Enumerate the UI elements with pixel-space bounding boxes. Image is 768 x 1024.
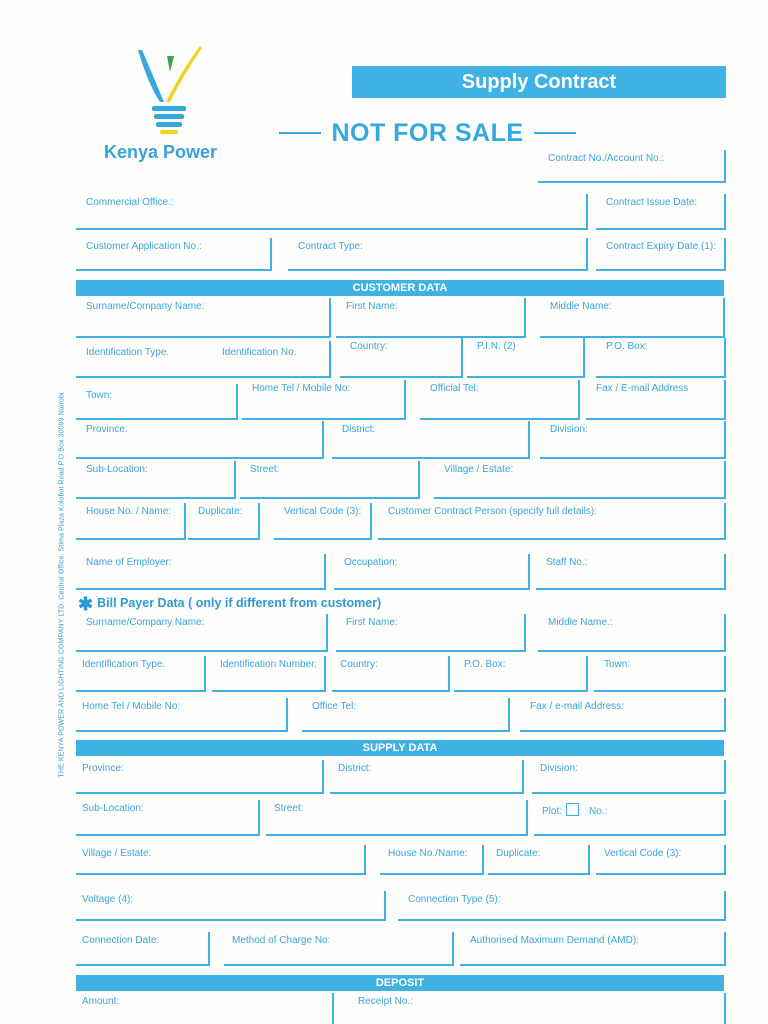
amd-field[interactable]: Authorised Maximum Demand (AMD): [460, 932, 726, 966]
pin-field[interactable]: P.I.N. (2) [467, 338, 585, 378]
middle-name-field[interactable]: Middle Name: [540, 298, 725, 338]
bp-country-field[interactable]: Country: [332, 656, 450, 692]
bp-id-type-field[interactable]: Identification Type. [76, 656, 206, 692]
supply-duplicate-field[interactable]: Duplicate: [488, 845, 590, 875]
street-field[interactable]: Street: [240, 461, 420, 499]
bp-first-name-field[interactable]: First Name: [336, 614, 526, 652]
supply-data-header: SUPPLY DATA [76, 740, 724, 756]
official-tel-field[interactable]: Official Tel: [420, 380, 580, 420]
contact-person-field[interactable]: Customer Contract Person (specify full details): [378, 503, 726, 540]
plot-label: Plot: [542, 806, 563, 817]
bp-po-box-field[interactable]: P.O. Box: [454, 656, 588, 692]
country-field[interactable]: Country: [340, 338, 463, 378]
contract-no-field[interactable]: Contract No./Account No.: [538, 150, 726, 183]
bp-home-tel-field[interactable]: Home Tel / Mobile No: [76, 698, 288, 732]
deposit-amount-field[interactable]: Amount: [76, 993, 334, 1024]
connection-date-field[interactable]: Connection Date: [76, 932, 210, 966]
connection-type-field[interactable]: Connection Type (5): [398, 891, 726, 921]
home-tel-field[interactable]: Home Tel / Mobile No: [242, 380, 406, 420]
customer-application-no-field[interactable]: Customer Application No.: [76, 238, 272, 271]
staff-no-field[interactable]: Staff No.: [536, 554, 726, 590]
duplicate-field[interactable]: Duplicate: [188, 503, 260, 540]
surname-field[interactable]: Surname/Company Name: [76, 298, 331, 338]
employer-field[interactable]: Name of Employer: [76, 554, 326, 590]
bill-payer-heading [78, 594, 381, 615]
po-box-field[interactable]: P.O. Box: [596, 338, 726, 378]
not-for-sale-text: NOT FOR SALE [331, 118, 524, 147]
voltage-field[interactable]: Voltage (4): [76, 891, 386, 921]
supply-village-field[interactable]: Village / Estate: [76, 845, 366, 875]
bp-id-number-field[interactable]: Identification Number. [212, 656, 326, 692]
brand-name: Kenya Power [104, 142, 218, 162]
supply-province-field[interactable]: Province: [76, 760, 324, 794]
id-type-field[interactable] [76, 341, 331, 378]
id-type-label: Identification Type. [86, 347, 170, 358]
supply-district-field[interactable]: District: [330, 760, 524, 794]
occupation-field[interactable]: Occupation: [334, 554, 530, 590]
village-field[interactable]: Village / Estate: [434, 461, 726, 499]
bp-town-field[interactable]: Town: [594, 656, 726, 692]
bp-surname-field[interactable]: Surname/Company Name: [76, 614, 328, 652]
supply-division-field[interactable]: Division: [532, 760, 726, 794]
supply-plot-field[interactable] [534, 800, 726, 836]
customer-data-header: CUSTOMER DATA [76, 280, 724, 296]
supply-sub-location-field[interactable]: Sub-Location: [76, 800, 260, 836]
province-field[interactable]: Province: [76, 421, 324, 459]
fax-email-field[interactable]: Fax / E-mail Address [586, 380, 726, 420]
contract-issue-date-field[interactable]: Contract Issue Date: [596, 194, 726, 230]
deposit-header: DEPOSIT [76, 975, 724, 991]
commercial-office-field[interactable]: Commercial Office.: [76, 194, 588, 230]
dash-right [534, 132, 576, 134]
supply-vertical-code-field[interactable]: Vertical Code (3): [596, 845, 726, 875]
division-field[interactable]: Division: [540, 421, 726, 459]
bp-middle-name-field[interactable]: Middle Name.: [538, 614, 726, 652]
first-name-field[interactable]: First Name: [336, 298, 526, 338]
plot-checkbox[interactable] [566, 803, 579, 816]
id-no-label: Identification No. [221, 347, 297, 358]
sidebar-address-text: THE KENYA POWER AND LIGHTING COMPANY LTD. Central Office, Stima Plaza Kolobot Road P.O.Box 30099 Nairobi [58, 392, 66, 778]
vertical-code-field[interactable]: Vertical Code (3): [274, 503, 372, 540]
bill-payer-heading-text: Bill Payer Data ( only if different from customer) [97, 596, 382, 610]
bp-office-tel-field[interactable]: Office Tel: [302, 698, 510, 732]
not-for-sale-stamp [255, 116, 600, 150]
district-field[interactable]: District: [332, 421, 530, 459]
house-no-field[interactable]: House No. / Name: [76, 503, 186, 540]
bp-fax-email-field[interactable]: Fax / e-mail Address: [520, 698, 726, 732]
receipt-no-field[interactable]: Receipt No.: [348, 993, 726, 1024]
contract-type-field[interactable]: Contract Type: [288, 238, 588, 271]
town-field[interactable]: Town: [76, 384, 238, 420]
sub-location-field[interactable]: Sub-Location: [76, 461, 236, 499]
asterisk-icon: ✱ [78, 594, 94, 614]
method-of-charge-field[interactable]: Method of Charge No: [224, 932, 454, 966]
page-title: Supply Contract [352, 66, 726, 98]
supply-house-no-field[interactable]: House No./Name: [380, 845, 484, 875]
contract-expiry-date-field[interactable]: Contract Expiry Date (1): [596, 238, 726, 271]
dash-left [279, 132, 321, 134]
supply-street-field[interactable]: Street: [266, 800, 528, 836]
plot-no-label: No.: [589, 806, 608, 817]
